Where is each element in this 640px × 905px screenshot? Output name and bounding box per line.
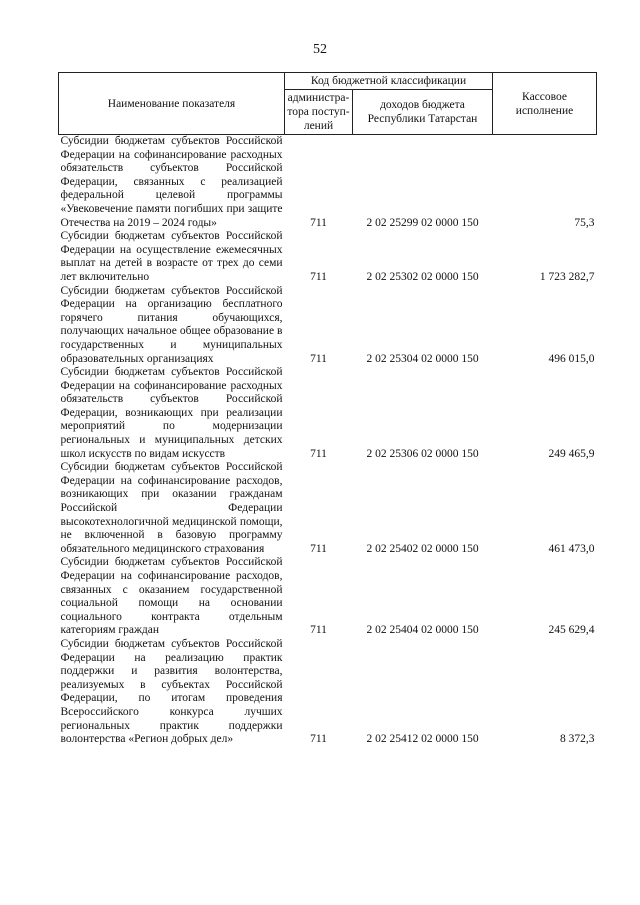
row-revenue-code: 2 02 25299 02 0000 150 xyxy=(366,216,479,229)
row-revenue-code: 2 02 25302 02 0000 150 xyxy=(366,270,479,283)
row-revenue-code: 2 02 25306 02 0000 150 xyxy=(366,447,479,460)
row-administrator-code: 711 xyxy=(310,542,327,555)
row-cash-execution: 1 723 282,7 xyxy=(539,270,595,283)
row-administrator-code: 711 xyxy=(310,447,327,460)
row-name: Субсидии бюджетам субъектов Российской Федерации на осуществление ежемесячных выплат на детей в возрасте от трех до семи лет включительно xyxy=(60,230,283,283)
row-administrator-code: 711 xyxy=(310,270,327,283)
row-revenue-code: 2 02 25402 02 0000 150 xyxy=(366,542,479,555)
table-row xyxy=(59,638,597,747)
row-cash-execution: 496 015,0 xyxy=(548,352,595,365)
row-revenue-code: 2 02 25404 02 0000 150 xyxy=(366,624,479,637)
row-administrator-code: 711 xyxy=(310,624,327,637)
row-name: Субсидии бюджетам субъектов Российской Федерации на софинансирование расходов, возникающих при оказании гражданам Российской Федерации высокотехнологичной медицинской помощи, не включенной в базовую программу обязательного медицинского страхования xyxy=(60,461,283,555)
page-number: 52 xyxy=(313,42,327,57)
table-body xyxy=(59,135,597,747)
row-administrator-code: 711 xyxy=(310,216,327,229)
table-row xyxy=(59,230,597,284)
table-row xyxy=(59,285,597,367)
table-row xyxy=(59,135,597,231)
budget-table xyxy=(58,72,597,747)
row-name: Субсидии бюджетам субъектов Российской Федерации на реализацию практик поддержки и развития волонтерства, реализуемых в субъектах Российской Федерации, по итогам проведения Всероссийского конкурса лучших региональных практик поддержки волонтерства «Регион добрых дел» xyxy=(60,637,283,746)
table-header xyxy=(59,73,597,135)
row-cash-execution: 461 473,0 xyxy=(548,542,595,555)
row-administrator-code: 711 xyxy=(310,352,327,365)
row-name: Субсидии бюджетам субъектов Российской Федерации на софинансирование расходов, связанных с оказанием государственной социальной помощи на основании социального контракта отдельным категориям граждан xyxy=(60,556,283,637)
row-cash-execution: 245 629,4 xyxy=(548,624,595,637)
row-cash-execution: 249 465,9 xyxy=(548,447,595,460)
row-name: Субсидии бюджетам субъектов Российской Федерации на софинансирование расходных обязательств субъектов Российской Федерации, возникающих при реализации мероприятий по модернизации региональных и муниципальных детских школ искусств по видам искусств xyxy=(60,366,283,460)
table-row xyxy=(59,366,597,461)
header-cash-execution: Кассовое исполнение xyxy=(493,73,597,135)
header-revenue-code: доходов бюджета Республики Татарстан xyxy=(353,90,493,135)
header-name: Наименование показателя xyxy=(59,73,285,135)
header-administrator: администра-тора поступ-лений xyxy=(285,90,353,135)
row-revenue-code: 2 02 25304 02 0000 150 xyxy=(366,352,479,365)
row-cash-execution: 8 372,3 xyxy=(560,733,595,746)
row-name: Субсидии бюджетам субъектов Российской Федерации на софинансирование расходных обязательств субъектов Российской Федерации, связанных с реализацией федеральной целевой программы «Увековечение памяти погибших при защите Отечества на 2019 – 2024 годы» xyxy=(60,135,283,229)
table-row xyxy=(59,461,597,556)
row-administrator-code: 711 xyxy=(310,733,327,746)
header-classification-code: Код бюджетной классификации xyxy=(285,73,493,90)
row-name: Субсидии бюджетам субъектов Российской Федерации на организацию бесплатного горячего питания обучающихся, получающих начальное общее образование в государственных и муниципальных образовательных организациях xyxy=(60,284,283,365)
table-row xyxy=(59,556,597,638)
row-cash-execution: 75,3 xyxy=(574,216,595,229)
row-revenue-code: 2 02 25412 02 0000 150 xyxy=(366,733,479,746)
